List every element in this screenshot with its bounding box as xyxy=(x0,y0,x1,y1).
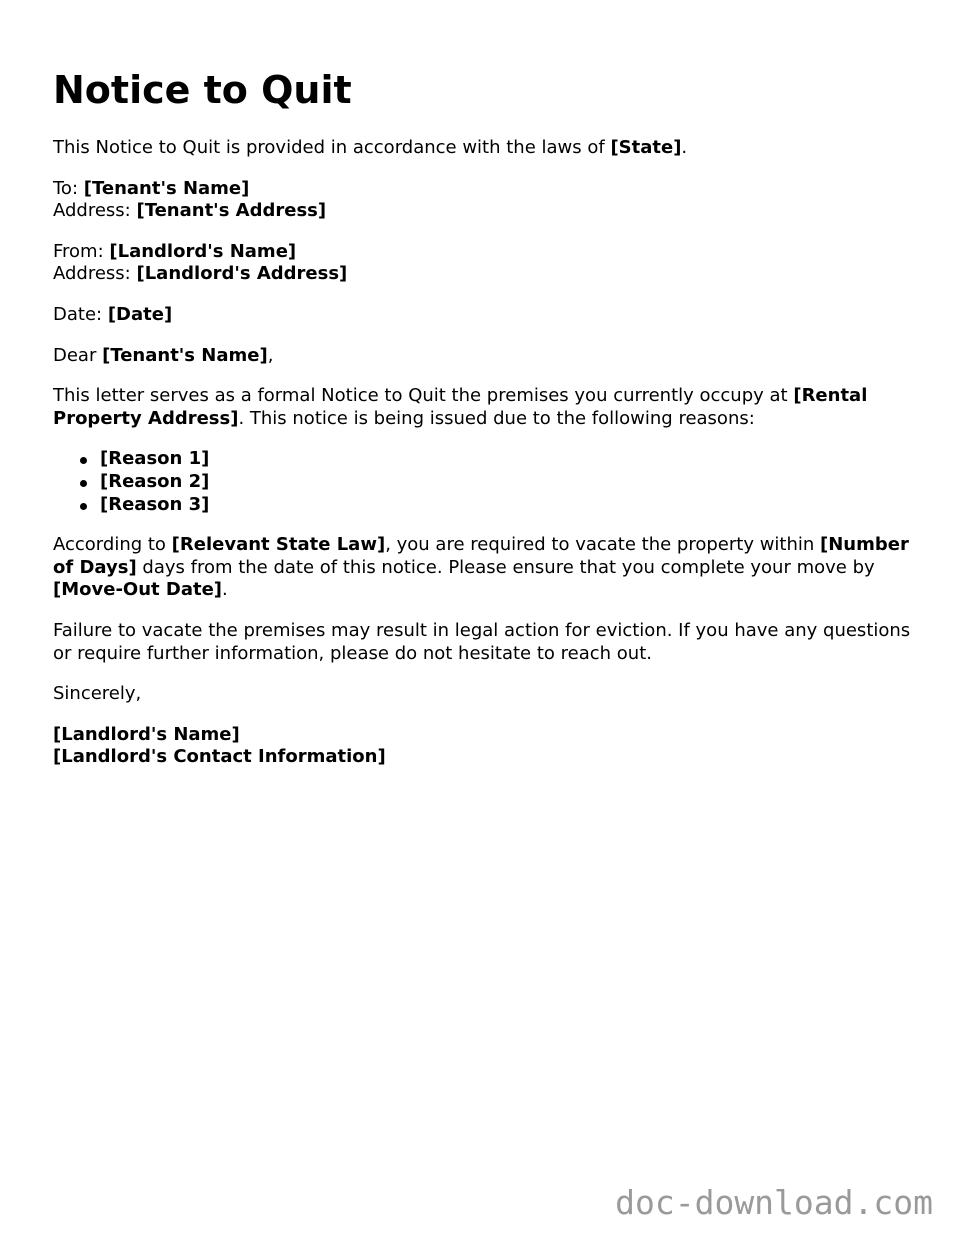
list-item xyxy=(100,471,913,494)
bullet-icon xyxy=(80,480,87,487)
notice-text: This letter serves as a formal Notice to Quit the premises you currently occupy at xyxy=(53,385,794,407)
recipient-block xyxy=(53,178,913,223)
watermark: doc-download.com xyxy=(615,1183,933,1222)
tenant-name: [Tenant's Name] xyxy=(83,177,250,199)
move-out-date: [Move-Out Date] xyxy=(53,579,223,601)
body-paragraph-notice xyxy=(53,385,913,430)
intro-paragraph xyxy=(53,137,913,160)
date-value: [Date] xyxy=(107,303,173,325)
rental-property-address: [Rental Property Address] xyxy=(53,385,868,429)
notice-suffix: . This notice is being issued due to the following reasons: xyxy=(238,407,755,429)
landlord-address-label: Address: xyxy=(53,263,137,285)
salutation-suffix: , xyxy=(267,344,274,366)
reasons-list xyxy=(53,448,913,516)
signature-name: [Landlord's Name] xyxy=(53,723,240,745)
body-paragraph-failure: Failure to vacate the premises may result in legal action for eviction. If you have any questions or require further information, please do not hesitate to reach out. xyxy=(53,619,911,664)
list-item xyxy=(100,448,913,471)
reason-text: [Reason 1] xyxy=(100,448,210,470)
to-label: To: xyxy=(53,177,84,199)
intro-suffix: . xyxy=(681,137,688,158)
list-item xyxy=(100,494,913,517)
from-label: From: xyxy=(53,240,110,262)
body-paragraph-vacate xyxy=(53,534,913,602)
signature-contact: [Landlord's Contact Information] xyxy=(53,746,386,768)
salutation-name: [Tenant's Name] xyxy=(102,344,268,366)
vacate-text-1: According to xyxy=(53,534,172,556)
tenant-address: [Tenant's Address] xyxy=(136,200,327,222)
vacate-text-4: . xyxy=(222,579,228,601)
landlord-address: [Landlord's Address] xyxy=(136,263,348,285)
bullet-icon xyxy=(80,503,87,510)
sender-block xyxy=(53,241,913,286)
date-label: Date: xyxy=(53,303,108,325)
relevant-state-law: [Relevant State Law] xyxy=(171,534,386,556)
state-placeholder: [State] xyxy=(610,137,682,158)
document-page xyxy=(53,68,913,787)
number-of-days: [Number of Days] xyxy=(53,534,909,578)
salutation-prefix: Dear xyxy=(53,344,103,366)
bullet-icon xyxy=(80,457,87,464)
closing: Sincerely, xyxy=(53,683,142,705)
vacate-text-3: days from the date of this notice. Please ensure that you complete your move by xyxy=(136,556,875,578)
vacate-text-2: , you are required to vacate the property within xyxy=(385,534,821,556)
reason-text: [Reason 2] xyxy=(100,470,210,492)
document-title: Notice to Quit xyxy=(53,68,352,112)
date-line xyxy=(53,304,913,327)
signature-block xyxy=(53,724,913,769)
reason-text: [Reason 3] xyxy=(100,493,210,515)
tenant-address-label: Address: xyxy=(53,200,137,222)
intro-text: This Notice to Quit is provided in accordance with the laws of xyxy=(53,137,611,158)
landlord-name: [Landlord's Name] xyxy=(109,240,297,262)
salutation xyxy=(53,345,913,368)
